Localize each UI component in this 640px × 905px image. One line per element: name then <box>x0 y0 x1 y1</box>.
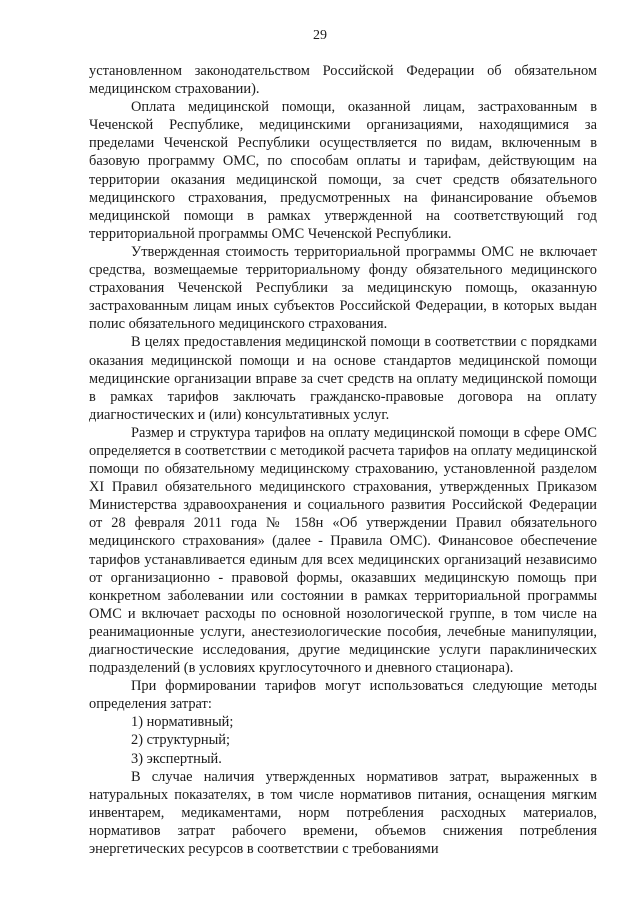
paragraph-cost-norms: В случае наличия утвержденных нормативов затрат, выраженных в натуральных показателях, в том числе нормативов питания, оснащения мягким инвентарем, медикаментами, норм потребления расходных материалов, нормативов затрат рабочего времени, объемов снижения потребления энергетических ресурсов в соответствии с требованиями <box>89 768 597 858</box>
paragraph-approved-cost: Утвержденная стоимость территориальной программы ОМС не включает средства, возмещаемые территориальному фонду обязательного медицинского страхования Чеченской Республики за медицинскую помощь, оказанную застрахованным лицам иных субъектов Российской Федерации, в которых выдан полис обязательного медицинского страхования. <box>89 243 597 333</box>
document-body <box>89 62 597 858</box>
paragraph-payment-outside-region: Оплата медицинской помощи, оказанной лицам, застрахованным в Чеченской Республике, медицинскими организациями, находящимися за пределами Чеченской Республики осуществляется по видам, включенным в базовую программу ОМС, по способам оплаты и тарифам, действующим на территории оказания медицинской помощи, за счет средств обязательного медицинского страхования, предусмотренных на финансирование объемов медицинской помощи в рамках утвержденной на соответствующий год территориальной программы ОМС Чеченской Республики. <box>89 99 597 242</box>
page-number: 29 <box>313 28 327 43</box>
paragraph-tariff-structure: Размер и структура тарифов на оплату медицинской помощи в сфере ОМС определяется в соответствии с методикой расчета тарифов на оплату медицинской помощи по обязательному медицинскому страхованию, установленной разделом XI Правил обязательного медицинского страхования, утвержденных Приказом Министерства здравоохранения и социального развития Российской Федерации от 28 февраля 2011 года № 158н «Об утверждении Правил обязательного медицинского страхования» (далее - Правила ОМС). Финансовое обеспечение тарифов устанавливается единым для всех медицинских организаций независимо от организационно - правовой формы, оказавших медицинскую помощь при конкретном заболевании или состоянии в рамках территориальной программы ОМС и включает расходы по основной нозологической группе, в том числе на реанимационные услуги, анестезиологические пособия, лечебные манипуляции, диагностические исследования, другие медицинские услуги параклинических подразделений (в условиях круглосуточного и дневного стационара). <box>89 424 597 677</box>
paragraph-continuation: установленном законодательством Российской Федерации об обязательном медицинском страховании). <box>89 63 597 98</box>
list-item-structural: 2) структурный; <box>131 732 230 749</box>
paragraph-civil-contracts: В целях предоставления медицинской помощи в соответствии с порядками оказания медицинской помощи и на основе стандартов медицинской помощи медицинские организации вправе за счет средств на оплату медицинской помощи в рамках тарифов заключать гражданско-правовые договора на оплату диагностических и (или) консультативных услуг. <box>89 334 597 423</box>
list-item-normative: 1) нормативный; <box>131 714 234 731</box>
list-item-expert: 3) экспертный. <box>131 750 222 767</box>
paragraph-cost-methods-intro: При формировании тарифов могут использоваться следующие методы определения затрат: <box>89 678 597 713</box>
